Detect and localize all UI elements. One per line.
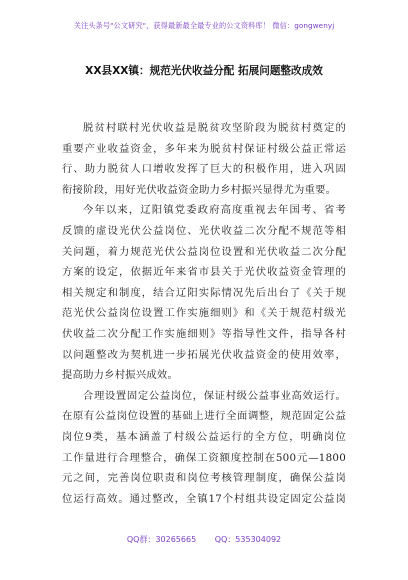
text-line: 今年以来，辽阳镇党委政府高度重视去年国考、省考 [83, 204, 346, 217]
text-line: 关问题，着力规范光伏公益岗位设置和光伏收益二次分配 [62, 245, 346, 258]
footer-qq-group: QQ群：30265665 [126, 535, 197, 544]
footer-qq: QQ：535304092 [214, 535, 282, 544]
footer-contact [40, 534, 368, 546]
header-banner: 关注头条号"公文研究"，获得最新最全最专业的公文资料库！ 微信：gongwenyj [73, 21, 335, 30]
text-line: 相关规定和制度，结合辽阳实际情况先后出台了《关于规 [62, 286, 346, 299]
document-body [62, 118, 346, 509]
text-line: 伏收益二次分配工作实施细则》等指导性文件，指导各村 [62, 327, 346, 340]
text-line: 提高助力乡村振兴成效。 [62, 369, 179, 382]
text-line: 反馈的虚设光伏公益岗位、光伏收益二次分配不规范等相 [62, 224, 346, 237]
text-line: 方案的设定，依据近年来省市县关于光伏收益资金管理的 [62, 266, 346, 279]
text-line: 脱贫村联村光伏收益是脱贫攻坚阶段为脱贫村奠定的 [83, 122, 346, 134]
text-line: 工作量进行合理整合，确保工资额度控制在500元—1800 [62, 451, 346, 464]
text-line: 衔接阶段，用好光伏收益资金助力乡村振兴显得尤为重要。 [62, 183, 337, 196]
paragraph [62, 118, 346, 200]
text-line: 岗位9类，基本涵盖了村级公益运行的全方位，明确岗位 [62, 430, 346, 443]
text-line: 元之间，完善岗位职责和岗位考核管理制度，确保公益岗 [62, 472, 346, 485]
text-line: 范光伏公益岗位设置工作实施细则》和《关于规范村级光 [62, 307, 346, 320]
document-title: XX县XX镇：规范光伏收益分配 拓展问题整改成效 [85, 65, 323, 77]
paragraph [62, 386, 346, 510]
paragraph [62, 200, 346, 385]
text-line: 以问题整改为契机进一步拓展光伏收益资金的使用效率， [62, 348, 346, 361]
text-line: 在原有公益岗位设置的基础上进行全面调整，规范固定公益 [62, 410, 346, 423]
text-line: 行、助力脱贫人口增收发挥了巨大的积极作用，进入巩固 [62, 163, 346, 176]
text-line: 位运行高效。通过整改，全镇17个村组共设定固定公益岗 [62, 492, 346, 505]
text-line: 重要产业收益资金，多年来为脱贫村保证村级公益正常运 [62, 142, 346, 155]
text-line: 合理设置固定公益岗位，保证村级公益事业高效运行。 [83, 389, 346, 402]
